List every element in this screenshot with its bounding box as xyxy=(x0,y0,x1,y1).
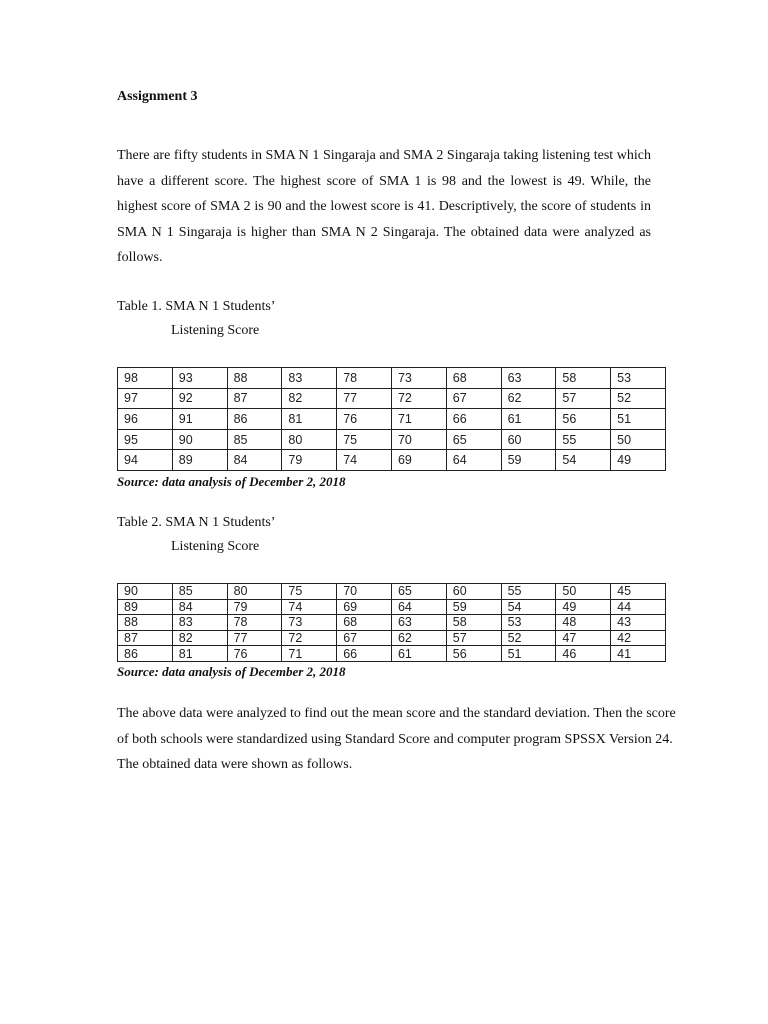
table-cell: 85 xyxy=(227,429,282,450)
table-cell: 67 xyxy=(337,630,392,646)
table-cell: 54 xyxy=(501,599,556,615)
table-cell: 75 xyxy=(337,429,392,450)
table-cell: 56 xyxy=(446,646,501,662)
table-cell: 47 xyxy=(556,630,611,646)
table-cell: 87 xyxy=(118,630,173,646)
table-cell: 77 xyxy=(227,630,282,646)
table-cell: 43 xyxy=(611,615,666,631)
table-cell: 41 xyxy=(611,646,666,662)
table-cell: 84 xyxy=(227,450,282,471)
table-cell: 60 xyxy=(446,584,501,600)
table-cell: 70 xyxy=(337,584,392,600)
table-cell: 54 xyxy=(556,450,611,471)
table-cell: 50 xyxy=(556,584,611,600)
table-cell: 69 xyxy=(337,599,392,615)
table-cell: 66 xyxy=(337,646,392,662)
table-row xyxy=(118,599,666,615)
table-row xyxy=(118,450,666,471)
table-cell: 68 xyxy=(337,615,392,631)
table-cell: 85 xyxy=(172,584,227,600)
table-cell: 77 xyxy=(337,388,392,409)
table2-caption-line2: Listening Score xyxy=(171,539,260,554)
table-cell: 62 xyxy=(501,388,556,409)
table-cell: 73 xyxy=(282,615,337,631)
table-cell: 52 xyxy=(611,388,666,409)
table-cell: 71 xyxy=(391,409,446,430)
table-cell: 71 xyxy=(282,646,337,662)
table2-caption-line1: Table 2. SMA N 1 Students’ xyxy=(117,515,276,530)
table-cell: 70 xyxy=(391,429,446,450)
table-cell: 93 xyxy=(172,368,227,389)
table-cell: 72 xyxy=(282,630,337,646)
table-cell: 65 xyxy=(446,429,501,450)
table-cell: 56 xyxy=(556,409,611,430)
table-cell: 79 xyxy=(227,599,282,615)
table1-caption xyxy=(117,295,275,343)
table-cell: 68 xyxy=(446,368,501,389)
table-cell: 53 xyxy=(611,368,666,389)
table-row xyxy=(118,429,666,450)
table1-scores xyxy=(117,367,666,471)
table-cell: 67 xyxy=(446,388,501,409)
table-cell: 55 xyxy=(501,584,556,600)
table-cell: 88 xyxy=(227,368,282,389)
table-cell: 61 xyxy=(501,409,556,430)
table-cell: 49 xyxy=(556,599,611,615)
table-cell: 66 xyxy=(446,409,501,430)
table-cell: 76 xyxy=(337,409,392,430)
table-cell: 74 xyxy=(337,450,392,471)
table1-caption-line2: Listening Score xyxy=(171,323,260,338)
table-cell: 62 xyxy=(391,630,446,646)
table-cell: 80 xyxy=(282,429,337,450)
table-cell: 57 xyxy=(446,630,501,646)
table-cell: 59 xyxy=(501,450,556,471)
table-cell: 46 xyxy=(556,646,611,662)
table-cell: 78 xyxy=(337,368,392,389)
table-row xyxy=(118,584,666,600)
table-cell: 79 xyxy=(282,450,337,471)
table-cell: 63 xyxy=(501,368,556,389)
table-cell: 97 xyxy=(118,388,173,409)
table-cell: 87 xyxy=(227,388,282,409)
table-cell: 95 xyxy=(118,429,173,450)
table-row xyxy=(118,630,666,646)
table-cell: 74 xyxy=(282,599,337,615)
table-cell: 65 xyxy=(391,584,446,600)
table-cell: 73 xyxy=(391,368,446,389)
table-cell: 51 xyxy=(501,646,556,662)
table-cell: 75 xyxy=(282,584,337,600)
table-cell: 44 xyxy=(611,599,666,615)
table-cell: 49 xyxy=(611,450,666,471)
table-row xyxy=(118,388,666,409)
table-cell: 82 xyxy=(282,388,337,409)
table-row xyxy=(118,646,666,662)
table-cell: 61 xyxy=(391,646,446,662)
table-cell: 51 xyxy=(611,409,666,430)
table-cell: 80 xyxy=(227,584,282,600)
table-row xyxy=(118,409,666,430)
table-cell: 58 xyxy=(556,368,611,389)
table-cell: 53 xyxy=(501,615,556,631)
table-cell: 76 xyxy=(227,646,282,662)
table-cell: 98 xyxy=(118,368,173,389)
table-cell: 64 xyxy=(391,599,446,615)
table-row xyxy=(118,615,666,631)
table-cell: 78 xyxy=(227,615,282,631)
table-cell: 50 xyxy=(611,429,666,450)
table-cell: 42 xyxy=(611,630,666,646)
table-cell: 64 xyxy=(446,450,501,471)
table-cell: 81 xyxy=(172,646,227,662)
table-cell: 45 xyxy=(611,584,666,600)
table-cell: 90 xyxy=(172,429,227,450)
table-cell: 89 xyxy=(172,450,227,471)
table2-source: Source: data analysis of December 2, 2018 xyxy=(117,664,346,679)
table-cell: 83 xyxy=(282,368,337,389)
table-cell: 86 xyxy=(227,409,282,430)
table-cell: 86 xyxy=(118,646,173,662)
table-cell: 48 xyxy=(556,615,611,631)
table2-caption xyxy=(117,511,275,559)
table-cell: 81 xyxy=(282,409,337,430)
table-cell: 83 xyxy=(172,615,227,631)
table-cell: 82 xyxy=(172,630,227,646)
table-cell: 59 xyxy=(446,599,501,615)
intro-paragraph: There are fifty students in SMA N 1 Singaraja and SMA 2 Singaraja taking listening test which have a different score. The highest score of SMA 1 is 98 and the lowest is 49. While, the highest score of SMA 2 is 90 and the lowest score is 41. Descriptively, the score of students in SMA N 1 Singaraja is higher than SMA N 2 Singaraja. The obtained data were analyzed as follows. xyxy=(117,148,651,266)
table-cell: 88 xyxy=(118,615,173,631)
table-cell: 63 xyxy=(391,615,446,631)
table-cell: 55 xyxy=(556,429,611,450)
table-cell: 57 xyxy=(556,388,611,409)
table1-source: Source: data analysis of December 2, 2018 xyxy=(117,474,346,489)
table-cell: 92 xyxy=(172,388,227,409)
table-cell: 96 xyxy=(118,409,173,430)
closing-paragraph: The above data were analyzed to find out the mean score and the standard deviation. Then the score of both schools were standardized using Standard Score and computer program SPSSX Version 24. The obtained data were shown as follows. xyxy=(117,706,676,773)
table2-scores xyxy=(117,583,666,662)
table-cell: 90 xyxy=(118,584,173,600)
table-cell: 94 xyxy=(118,450,173,471)
table-cell: 89 xyxy=(118,599,173,615)
document-title: Assignment 3 xyxy=(117,89,198,104)
table-cell: 84 xyxy=(172,599,227,615)
table-cell: 58 xyxy=(446,615,501,631)
table-cell: 60 xyxy=(501,429,556,450)
table1-caption-line1: Table 1. SMA N 1 Students’ xyxy=(117,299,276,314)
table-cell: 91 xyxy=(172,409,227,430)
table-row xyxy=(118,368,666,389)
table-cell: 69 xyxy=(391,450,446,471)
table-cell: 52 xyxy=(501,630,556,646)
table-cell: 72 xyxy=(391,388,446,409)
